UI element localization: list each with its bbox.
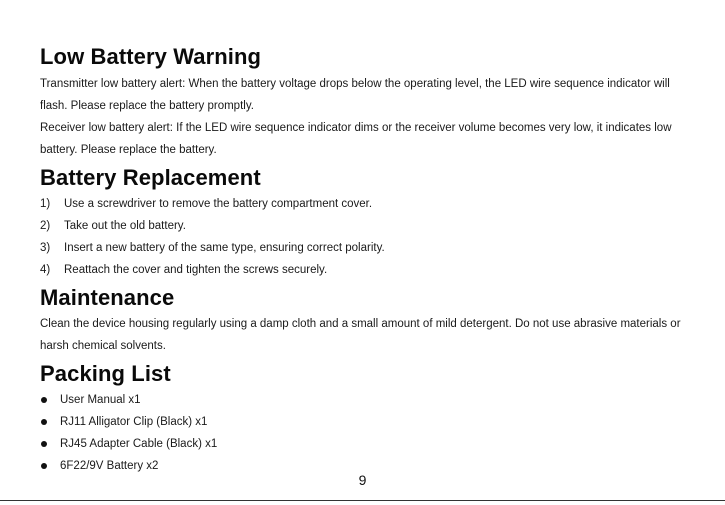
maintenance-heading: Maintenance <box>40 285 175 310</box>
receiver-alert-text: Receiver low battery alert: If the LED wire sequence indicator dims or the receiver volume becomes very low, it indicates low battery. Please replace the battery. <box>40 122 672 156</box>
step-text: Reattach the cover and tighten the screws securely. <box>64 264 328 276</box>
bullet-icon <box>40 411 60 433</box>
low-battery-heading: Low Battery Warning <box>40 44 262 69</box>
step-item <box>40 215 700 237</box>
list-item-text: User Manual x1 <box>60 394 141 406</box>
step-number: 1) <box>40 198 51 210</box>
list-item <box>40 433 700 455</box>
step-text: Take out the old battery. <box>64 220 186 232</box>
packing-list-heading: Packing List <box>40 361 171 386</box>
list-item-text: RJ11 Alligator Clip (Black) x1 <box>60 416 208 428</box>
transmitter-alert-text: Transmitter low battery alert: When the battery voltage drops below the operating level, the LED wire sequence indicator will flash. Please replace the battery promptly. <box>40 78 670 112</box>
page-number: 9 <box>358 472 367 488</box>
step-item <box>40 259 700 281</box>
step-text: Use a screwdriver to remove the battery compartment cover. <box>64 198 373 210</box>
list-item-text: RJ45 Adapter Cable (Black) x1 <box>60 438 218 450</box>
bullet-icon <box>40 433 60 455</box>
footer-divider <box>0 500 725 501</box>
step-number: 3) <box>40 242 51 254</box>
replacement-steps <box>40 193 700 281</box>
list-item-text: 6F22/9V Battery x2 <box>60 460 159 472</box>
manual-page <box>40 42 700 477</box>
step-item <box>40 237 700 259</box>
step-item <box>40 193 700 215</box>
packing-list <box>40 389 700 477</box>
step-number: 2) <box>40 220 51 232</box>
step-number: 4) <box>40 264 51 276</box>
maintenance-text: Clean the device housing regularly using a damp cloth and a small amount of mild detergent. Do not use abrasive materials or harsh chemical solvents. <box>40 318 681 352</box>
list-item <box>40 389 700 411</box>
list-item <box>40 411 700 433</box>
battery-replacement-heading: Battery Replacement <box>40 165 261 190</box>
step-text: Insert a new battery of the same type, ensuring correct polarity. <box>64 242 385 254</box>
bullet-icon <box>40 389 60 411</box>
